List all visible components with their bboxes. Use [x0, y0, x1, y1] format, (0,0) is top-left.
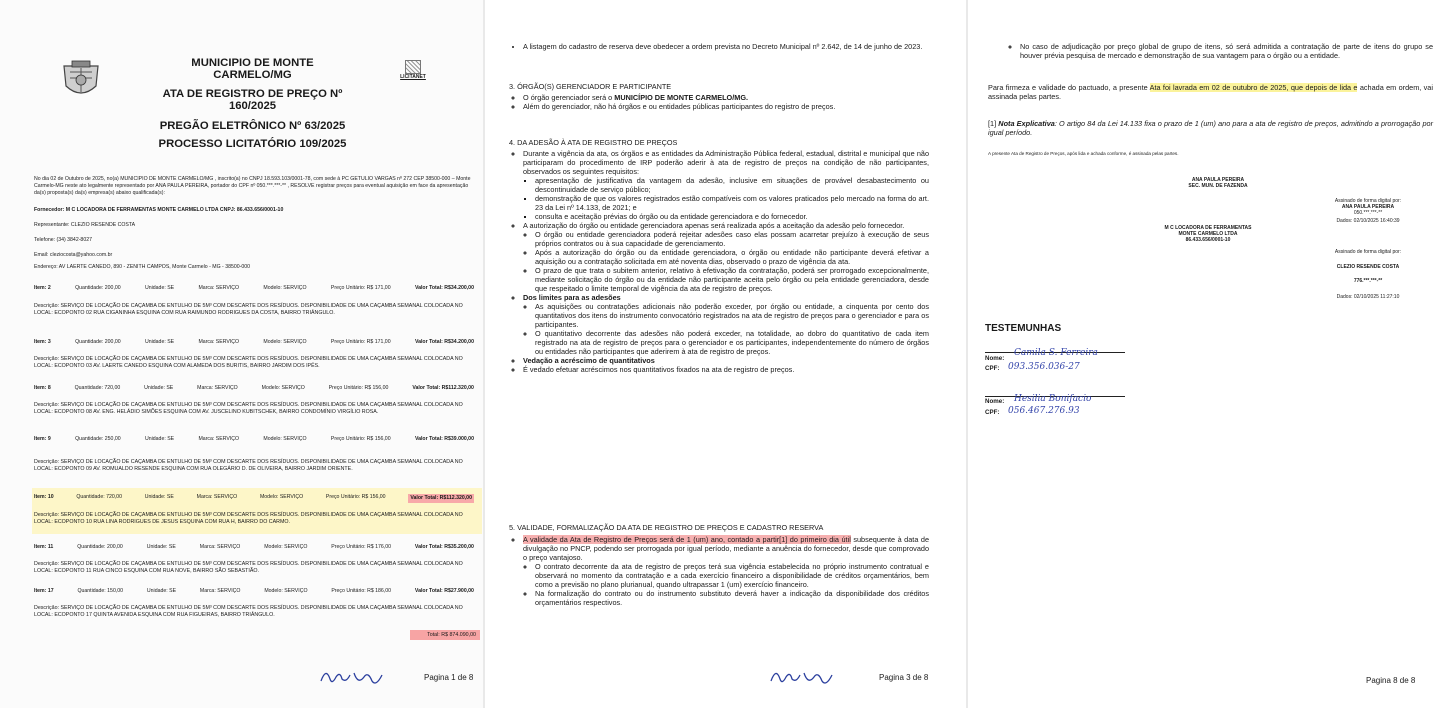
item-qty: Quantidade: 250,00: [75, 436, 121, 442]
item-description: Descrição: SERVIÇO DE LOCAÇÃO DE CAÇAMBA DE ENTULHO DE 5M³ COM DESCARTE DOS RESÍDUOS. DISPONIBILIDADE DE UMA CAÇAMBA SEMANAL COLOCADA NO LOCAL: ECOPONTO 02 RUA CIGANINHA ESQUINA COM RUA RAIMUNDO RODRIGUES DA COSTA, BAIRRO TRIÂNGULO.: [34, 303, 463, 316]
explanatory-note: [1] Nota Explicativa: O artigo 84 da Lei 14.133 fixa o prazo de 1 (um) ano para a ata de registro de preços, admitindo a prorrogação por igual período.: [988, 119, 1434, 137]
item-description: Descrição: SERVIÇO DE LOCAÇÃO DE CAÇAMBA DE ENTULHO DE 5M³ COM DESCARTE DOS RESÍDUOS. DISPONIBILIDADE DE UMA CAÇAMBA SEMANAL COLOCADA NO LOCAL: ECOPONTO 11 RUA CINCO ESQUINA COM RUA NOVE, BAIRRO SÃO SEBASTIÃO.: [34, 561, 463, 574]
item-qty: Quantidade: 720,00: [76, 494, 122, 500]
signer-1-digital-label: Assinado de forma digital por:: [1334, 198, 1402, 204]
section-5-title: 5. VALIDADE, FORMALIZAÇÃO DA ATA DE REGISTRO DE PREÇOS E CADASTRO RESERVA: [509, 523, 824, 532]
company-name: M C LOCADORA DE FERRAMENTAS: [1164, 225, 1252, 231]
initials-signature: [768, 663, 836, 689]
item-total: Valor Total: R$35.200,00: [414, 544, 474, 550]
item-model: Modelo: SERVIÇO: [263, 339, 307, 345]
witness-1-cpf: 093.356.036-27: [1008, 362, 1080, 372]
licitanet-logo-icon: [405, 60, 421, 74]
item-qty: Quantidade: 200,00: [77, 544, 123, 550]
item-description: Descrição: SERVIÇO DE LOCAÇÃO DE CAÇAMBA DE ENTULHO DE 5M³ COM DESCARTE DOS RESÍDUOS. DISPONIBILIDADE DE UMA CAÇAMBA SEMANAL COLOCADA NO LOCAL: ECOPONTO 08 AV. ENG. HELÁDIO SIMÕES ESQUINA COM AV. JUSCELINO KUBITSCHEK, BAIRRO CONDOMÍNIO VIRGÍLIO ROSA.: [34, 402, 463, 415]
item-qty: Quantidade: 200,00: [75, 339, 121, 345]
item-price: Preço Unitário: R$ 171,00: [330, 285, 391, 291]
witness-2-name-label: Nome:: [985, 398, 1005, 405]
item-item: Item: 9: [34, 436, 51, 442]
item-model: Modelo: SERVIÇO: [263, 285, 307, 291]
signer-2-cpf: 776.***.***-**: [1353, 278, 1383, 284]
representative-line: Representante: CLEZIO RESENDE COSTA: [34, 222, 136, 228]
witness-2-cpf: 056.467.276.93: [1008, 406, 1080, 416]
section-3-title: 3. ÓRGÃO(S) GERENCIADOR E PARTICIPANTE: [509, 82, 672, 91]
phone-line: Telefone: (34) 3842-8027: [34, 237, 92, 243]
item-total: Valor Total: R$34.200,00: [414, 339, 474, 345]
intro-paragraph: No dia 02 de Outubro de 2025, no(a) MUNICIPIO DE MONTE CARMELO/MG , inscrito(a) no CNPJ 18.593.103/0001-78, com sede à PC GETULIO VARGAS nº 272 CEP 38500-000 – Monte Carmelo-MG neste ato legalmente representado por ANA PAULA PEREIRA, portador do CPF nº 050.***.***-** , RESOLVE registrar preços para eventual aquisição em face da apresentação da(s) proposta(s) da(s) empresa(s) abaixo qualificada(s):: [34, 176, 471, 196]
item-model: Modelo: SERVIÇO: [261, 385, 305, 391]
item-item: Item: 3: [34, 339, 51, 345]
item-unit: Unidade: SE: [144, 494, 174, 500]
item-brand: Marca: SERVIÇO: [198, 339, 240, 345]
item-qty: Quantidade: 150,00: [77, 588, 124, 594]
item-item: Item: 17: [34, 588, 54, 594]
witnesses-title: TESTEMUNHAS: [985, 323, 1062, 334]
item-row: [34, 588, 474, 595]
ata-title: ATA DE REGISTRO DE PREÇO Nº: [162, 88, 343, 100]
ata-number: 160/2025: [228, 100, 277, 112]
section-4-item-e: ◦ É vedado efetuar acréscimos nos quantitativos fixados na ata de registro de preços.: [523, 365, 929, 374]
item-model: Modelo: SERVIÇO: [264, 588, 308, 594]
item-unit: Unidade: SE: [144, 385, 174, 391]
page-label: Pagina 1 de 8: [424, 673, 474, 682]
item-unit: Unidade: SE: [145, 285, 175, 291]
item-total: Valor Total: R$112.320,00: [412, 385, 474, 391]
section-4-item-b: ◦ A autorização do órgão ou entidade gerenciadora apenas será realizada após a aceitação da adesão pelo fornecedor. ◦ O órgão ou entidade gerenciadora poderá rejeitar adesões caso elas possam acarretar prejuízo à execução de seus próprios contratos ou à sua capacidade de gerenciamento. ◦ Após a autorização do órgão ou da entidade gerenciadora, o órgão ou entidade não participante deverá efetivar a aquisição ou a contratação solicitada em até noventa dias, observado o prazo de vigência da ata. ◦ O prazo de que trata o subitem anterior, relativo à efetivação da contratação, poderá ser prorrogado excepcionalmente, mediante solicitação do órgão ou da entidade não participante aceita pelo órgão ou pela entidade gerenciadora, desde que respeitado o limite temporal de vigência da ata de registro de preços.: [523, 221, 929, 293]
section-4-title: 4. DA ADESÃO À ATA DE REGISTRO DE PREÇOS: [509, 138, 678, 147]
section-5-list: [511, 535, 929, 607]
witness-1-cpf-label: CPF:: [985, 365, 1000, 372]
section-3-item-1: ◦ O órgão gerenciador será o MUNICÍPIO DE MONTE CARMELO/MG.: [523, 93, 929, 102]
item-price: Preço Unitário: R$ 171,00: [330, 339, 391, 345]
supplier-line: Fornecedor: M C LOCADORA DE FERRAMENTAS MONTE CARMELO LTDA CNPJ: 86.433.656/0001-10: [34, 207, 284, 213]
item-row: [34, 494, 474, 503]
signer-2-digital-name: CLEZIO RESENDE COSTA: [1336, 264, 1400, 270]
item-item: Item: 2: [34, 285, 51, 291]
item-qty: Quantidade: 200,00: [75, 285, 121, 291]
signer-2-digital-label: Assinado de forma digital por:: [1334, 249, 1402, 255]
licitanet-logo: LICITANET: [396, 60, 430, 84]
signer-1-digital-name: ANA PAULA PEREIRA: [1341, 204, 1395, 210]
witness-1-name: Camila S. Ferreira: [1014, 348, 1098, 358]
signer-1-date: Dados: 02/10/2025 16:40:39: [1336, 218, 1400, 224]
page-label: Pagina 8 de 8: [1366, 676, 1416, 685]
section-3-list: [511, 93, 929, 111]
section-4-item-c: ◦ Dos limites para as adesões ◦ As aquisições ou contratações adicionais não poderão exceder, por órgão ou entidade, a cinquenta por cento dos quantitativos dos itens do instrumento convocatório registrados na ata de registro de preços para o gerenciador e para os participantes. ◦ O quantitativo decorrente das adesões não poderá exceder, na totalidade, ao dobro do quantitativo de cada item registrado na ata de registro de preços para o gerenciador e os participantes, independentemente do número de órgãos ou entidades não participantes que aderirem à ata de registro de preços.: [523, 293, 929, 356]
item-item: Item: 8: [34, 385, 51, 391]
item-brand: Marca: SERVIÇO: [198, 436, 240, 442]
signed-note: A presente Ata de Registro de Preços, após lida e achada conforme, é assinada pelas partes.: [988, 151, 1179, 156]
item-price: Preço Unitário: R$ 156,00: [328, 385, 389, 391]
item-brand: Marca: SERVIÇO: [199, 588, 241, 594]
section-5-item-a: ◦ A validade da Ata de Registro de Preços será de 1 (um) ano, contado a partir[1] do primeiro dia útil subsequente à data de divulgação no PNCP, podendo ser prorrogada por igual período, mediante a anuência do fornecedor, desde que comprovado o preço vantajoso. ◦ O contrato decorrente da ata de registro de preços terá sua vigência estabelecida no próprio instrumento contratual e observará no momento da contratação e a cada exercício financeiro a disponibilidade de créditos orçamentários, bem como a previsão no plano plurianual, quando ultrapassar 1 (um) exercício financeiro. ◦ Na formalização do contrato ou do instrumento substituto deverá haver a indicação da disponibilidade dos créditos orçamentários respectivos.: [523, 535, 929, 607]
company-name-2: MONTE CARMELO LTDA: [1178, 231, 1238, 237]
item-row: [34, 285, 474, 292]
initials-signature: [318, 663, 386, 689]
item-description: Descrição: SERVIÇO DE LOCAÇÃO DE CAÇAMBA DE ENTULHO DE 5M³ COM DESCARTE DOS RESÍDUOS. DISPONIBILIDADE DE UMA CAÇAMBA SEMANAL COLOCADA NO LOCAL: ECOPONTO 03 AV. LAERTE CANEDO ESQUINA COM ALAMEDA DOS BURITIS, BAIRRO JARDIM DOS IPÊS.: [34, 356, 463, 369]
item-brand: Marca: SERVIÇO: [196, 494, 238, 500]
item-price: Preço Unitário: R$ 156,00: [330, 436, 391, 442]
item-unit: Unidade: SE: [146, 588, 177, 594]
item-description: Descrição: SERVIÇO DE LOCAÇÃO DE CAÇAMBA DE ENTULHO DE 5M³ COM DESCARTE DOS RESÍDUOS. DISPONIBILIDADE DE UMA CAÇAMBA SEMANAL COLOCADA NO LOCAL: ECOPONTO 09 AV. ROMUALDO RESENDE ESQUINA COM RUA OLEGÁRIO D. DE OLIVEIRA, BAIRRO JARDIM ORIENTE.: [34, 459, 463, 472]
witness-1-name-label: Nome:: [985, 355, 1005, 362]
address-line: Endereço: AV LAERTE CANEDO, 890 - ZENITH CAMPOS, Monte Carmelo - MG - 38500-000: [34, 264, 251, 270]
top-bullet: • A listagem do cadastro de reserva deve obedecer a ordem prevista no Decreto Municipal nº 2.642, de 14 de junho de 2023.: [511, 42, 929, 51]
document-page-3: [485, 0, 966, 708]
item-description: Descrição: SERVIÇO DE LOCAÇÃO DE CAÇAMBA DE ENTULHO DE 5M³ COM DESCARTE DOS RESÍDUOS. DISPONIBILIDADE DE UMA CAÇAMBA SEMANAL COLOCADA NO LOCAL: ECOPONTO 17 QUINTA AVENIDA ESQUINA COM RUA FIGUEIRAS, BAIRRO TRIÂNGULO.: [34, 605, 463, 618]
section-3-item-2: ◦ Além do gerenciador, não há órgãos e ou entidades públicas participantes do registro de preços.: [523, 102, 929, 111]
section-4-item-a: ◦ Durante a vigência da ata, os órgãos e as entidades da Administração Pública federal, estadual, distrital e municipal que não participaram do procedimento de IRP poderão aderir à ata de registro de preços na condição de não participantes, observados os seguintes requisitos: ▪ apresentação de justificativa da vantagem da adesão, inclusive em situações de provável desabastecimento ou descontinuidade de serviço público; ▪ demonstração de que os valores registrados estão compatíveis com os valores praticados pelo mercado na forma do art. 23 da Lei nº 14.133, de 2021; e ▪ consulta e aceitação prévias do órgão ou da entidade gerenciadora e do fornecedor.: [523, 149, 929, 221]
item-item: Item: 10: [34, 494, 54, 500]
grand-total: Total: R$ 874.090,00: [410, 630, 480, 640]
item-description: Descrição: SERVIÇO DE LOCAÇÃO DE CAÇAMBA DE ENTULHO DE 5M³ COM DESCARTE DOS RESÍDUOS. DISPONIBILIDADE DE UMA CAÇAMBA SEMANAL COLOCADA NO LOCAL: ECOPONTO 10 RUA LINA RODRIGUES DE JESUS ESQUINA COM RUA H, BAIRRO DO CARMO.: [34, 512, 463, 525]
item-unit: Unidade: SE: [146, 544, 176, 550]
item-model: Modelo: SERVIÇO: [264, 544, 308, 550]
item-item: Item: 11: [34, 544, 54, 550]
item-brand: Marca: SERVIÇO: [198, 285, 240, 291]
item-brand: Marca: SERVIÇO: [197, 385, 238, 391]
signer-1-name: ANA PAULA PEREIRA: [1191, 177, 1245, 183]
company-cnpj: 86.433.656/0001-10: [1185, 237, 1231, 243]
item-unit: Unidade: SE: [145, 436, 175, 442]
item-model: Modelo: SERVIÇO: [263, 436, 307, 442]
section-4-item-d: ◦ Vedação a acréscimo de quantitativos: [523, 356, 929, 365]
top-bullet: ◦ No caso de adjudicação por preço global de grupo de itens, só será admitida a contratação de parte de itens do grupo se houver prévia pesquisa de mercado e demonstração de sua vantagem para o órgão ou a entidade.: [1008, 42, 1433, 60]
processo-title: PROCESSO LICITATÓRIO 109/2025: [158, 138, 347, 150]
section-4-list: [511, 149, 929, 374]
item-total: Valor Total: R$34.200,00: [414, 285, 474, 291]
municipality-name: MUNICIPIO DE MONTE: [191, 57, 314, 69]
email-line: Email: cleziocosta@yahoo.com.br: [34, 252, 113, 258]
item-price: Preço Unitário: R$ 186,00: [331, 588, 392, 594]
item-row: [34, 339, 474, 346]
witness-2-cpf-label: CPF:: [985, 409, 1000, 416]
item-price: Preço Unitário: R$ 156,00: [325, 494, 386, 500]
document-page-1: [0, 0, 483, 708]
item-unit: Unidade: SE: [145, 339, 175, 345]
municipal-crest-icon: [60, 60, 102, 100]
signer-1-role: SEC. MUN. DE FAZENDA: [1188, 183, 1248, 189]
item-row: [34, 385, 474, 392]
signer-1-cpf: 050.***.***-**: [1353, 210, 1383, 216]
item-brand: Marca: SERVIÇO: [199, 544, 241, 550]
item-total: Valor Total: R$27.900,00: [414, 588, 474, 594]
document-page-8: [968, 0, 1450, 708]
witness-2-name: Hesilia Bonifacio: [1014, 394, 1092, 404]
page-label: Pagina 3 de 8: [879, 673, 929, 682]
item-price: Preço Unitário: R$ 176,00: [331, 544, 391, 550]
item-qty: Quantidade: 720,00: [74, 385, 121, 391]
item-total: Valor Total: R$39.000,00: [414, 436, 474, 442]
item-row: [34, 544, 474, 551]
signer-2-date: Dados: 02/10/2025 11:27:10: [1336, 294, 1400, 300]
item-model: Modelo: SERVIÇO: [259, 494, 304, 500]
firmness-paragraph: Para firmeza e validade do pactuado, a presente Ata foi lavrada em 02 de outubro de 2025, que depois de lida e achada em ordem, vai assinada pelas partes.: [988, 83, 1433, 101]
municipality-state: CARMELO/MG: [213, 69, 292, 81]
pregao-title: PREGÃO ELETRÔNICO Nº 63/2025: [159, 120, 346, 132]
item-total: Valor Total: R$112.320,00: [410, 495, 472, 501]
item-row: [34, 436, 474, 443]
